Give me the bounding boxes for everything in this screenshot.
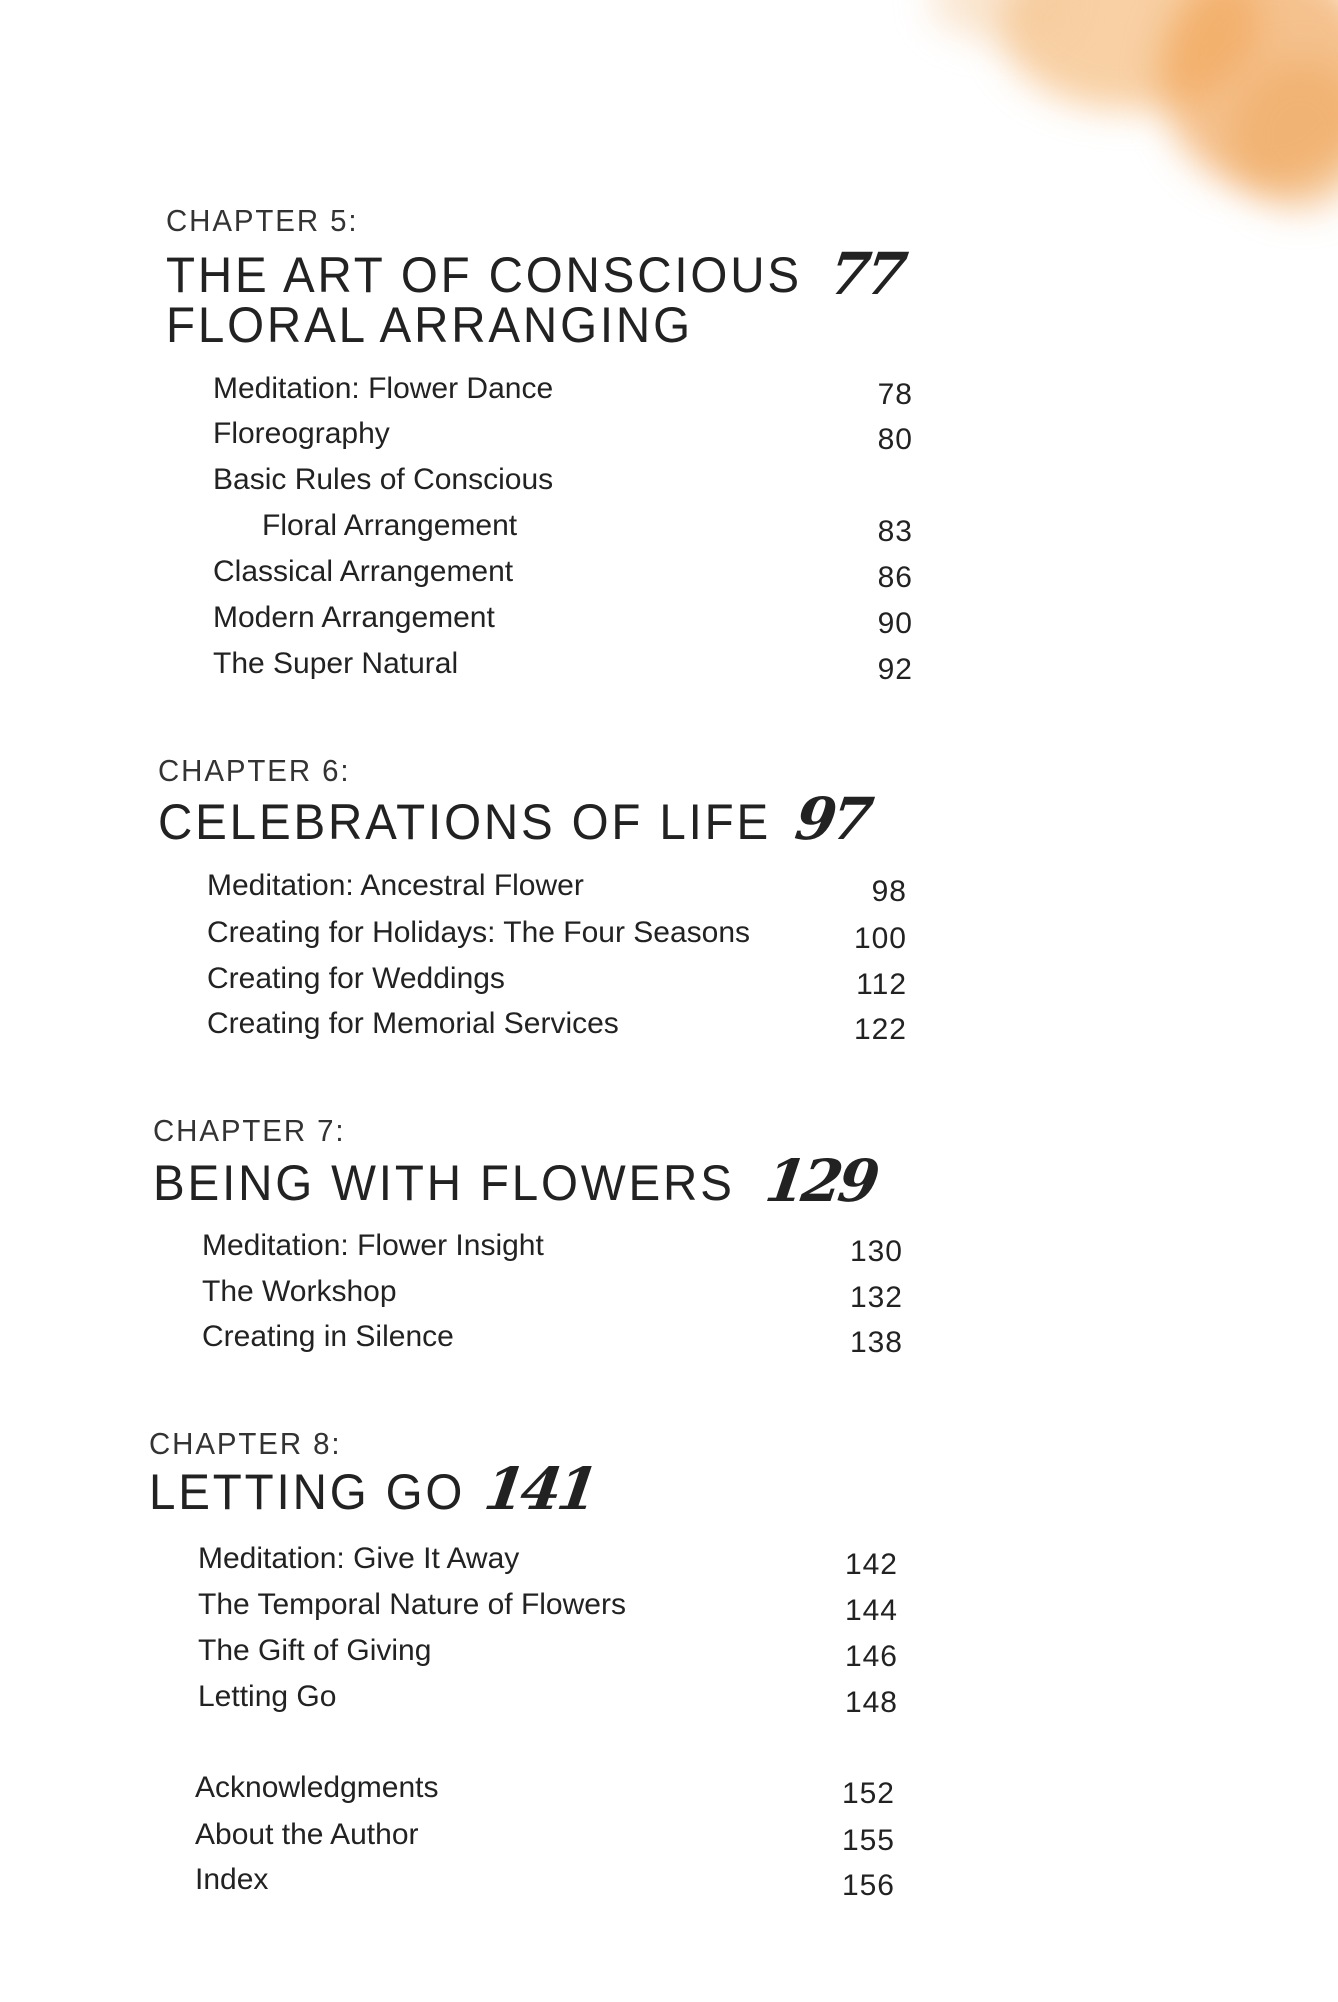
chapter-title: THE ART OF CONSCIOUS — [166, 247, 802, 303]
toc-entry-title: Meditation: Ancestral Flower — [207, 869, 584, 902]
toc-entry-page: 100 — [853, 922, 907, 955]
toc-entry-page: 80 — [877, 423, 913, 456]
toc-entry-title: Floral Arrangement — [262, 509, 518, 542]
back-matter-page: 152 — [841, 1777, 895, 1810]
toc-entry-title: Floreography — [213, 417, 390, 450]
toc-entry-page: 90 — [877, 607, 913, 640]
toc-entry-page: 146 — [844, 1640, 898, 1673]
toc-entry-title: Meditation: Flower Dance — [213, 372, 554, 405]
toc-entry-title: Meditation: Flower Insight — [202, 1229, 544, 1262]
back-matter-title: About the Author — [195, 1818, 419, 1851]
toc-entry-title: Letting Go — [198, 1680, 337, 1713]
toc-entry-page: 86 — [877, 561, 913, 594]
toc-entry-title: The Super Natural — [213, 647, 459, 680]
toc-entry-title: The Temporal Nature of Flowers — [198, 1588, 626, 1621]
toc-entry-title: Modern Arrangement — [213, 601, 495, 634]
toc-entry-title: Meditation: Give It Away — [198, 1542, 520, 1575]
toc-entry-page: 78 — [877, 378, 913, 411]
toc-entry-title: Creating in Silence — [202, 1320, 454, 1353]
handwritten-page-number: 77 — [825, 240, 908, 308]
toc-entry-page: 130 — [849, 1235, 903, 1268]
toc-entry-page: 98 — [871, 875, 907, 908]
toc-entry-title: Creating for Holidays: The Four Seasons — [207, 916, 751, 949]
chapter-title: FLORAL ARRANGING — [166, 297, 693, 353]
toc-entry-page: 138 — [849, 1326, 903, 1359]
back-matter-title: Index — [195, 1863, 269, 1896]
back-matter-page: 155 — [841, 1824, 895, 1857]
toc-entry-title: Basic Rules of Conscious — [213, 463, 554, 496]
back-matter-title: Acknowledgments — [195, 1771, 439, 1804]
toc-entry-page: 144 — [844, 1594, 898, 1627]
toc-entry-page: 112 — [856, 968, 907, 1001]
toc-entry-page: 92 — [877, 653, 913, 686]
chapter-label: CHAPTER 7: — [153, 1113, 346, 1148]
toc-entry-page: 132 — [849, 1281, 903, 1314]
handwritten-page-number: 97 — [791, 785, 874, 853]
chapter-label: CHAPTER 8: — [149, 1426, 342, 1461]
chapter-label: CHAPTER 6: — [158, 753, 351, 788]
chapter-title: CELEBRATIONS OF LIFE — [158, 794, 772, 850]
chapter-title: BEING WITH FLOWERS — [153, 1155, 735, 1211]
toc-entry-title: Creating for Memorial Services — [207, 1007, 619, 1040]
toc-entry-title: The Workshop — [202, 1275, 397, 1308]
chapter-title: LETTING GO — [149, 1464, 466, 1520]
toc-entry-title: The Gift of Giving — [198, 1634, 432, 1667]
toc-entry-page: 122 — [853, 1013, 907, 1046]
toc-entry-title: Classical Arrangement — [213, 555, 514, 588]
toc-entry-page: 83 — [877, 515, 913, 548]
back-matter-page: 156 — [841, 1869, 895, 1902]
handwritten-page-number: 129 — [761, 1147, 880, 1215]
toc-entry-title: Creating for Weddings — [207, 962, 505, 995]
chapter-label: CHAPTER 5: — [166, 203, 359, 238]
toc-entry-page: 142 — [844, 1548, 898, 1581]
toc-entry-page: 148 — [844, 1686, 898, 1719]
handwritten-page-number: 141 — [480, 1455, 599, 1523]
